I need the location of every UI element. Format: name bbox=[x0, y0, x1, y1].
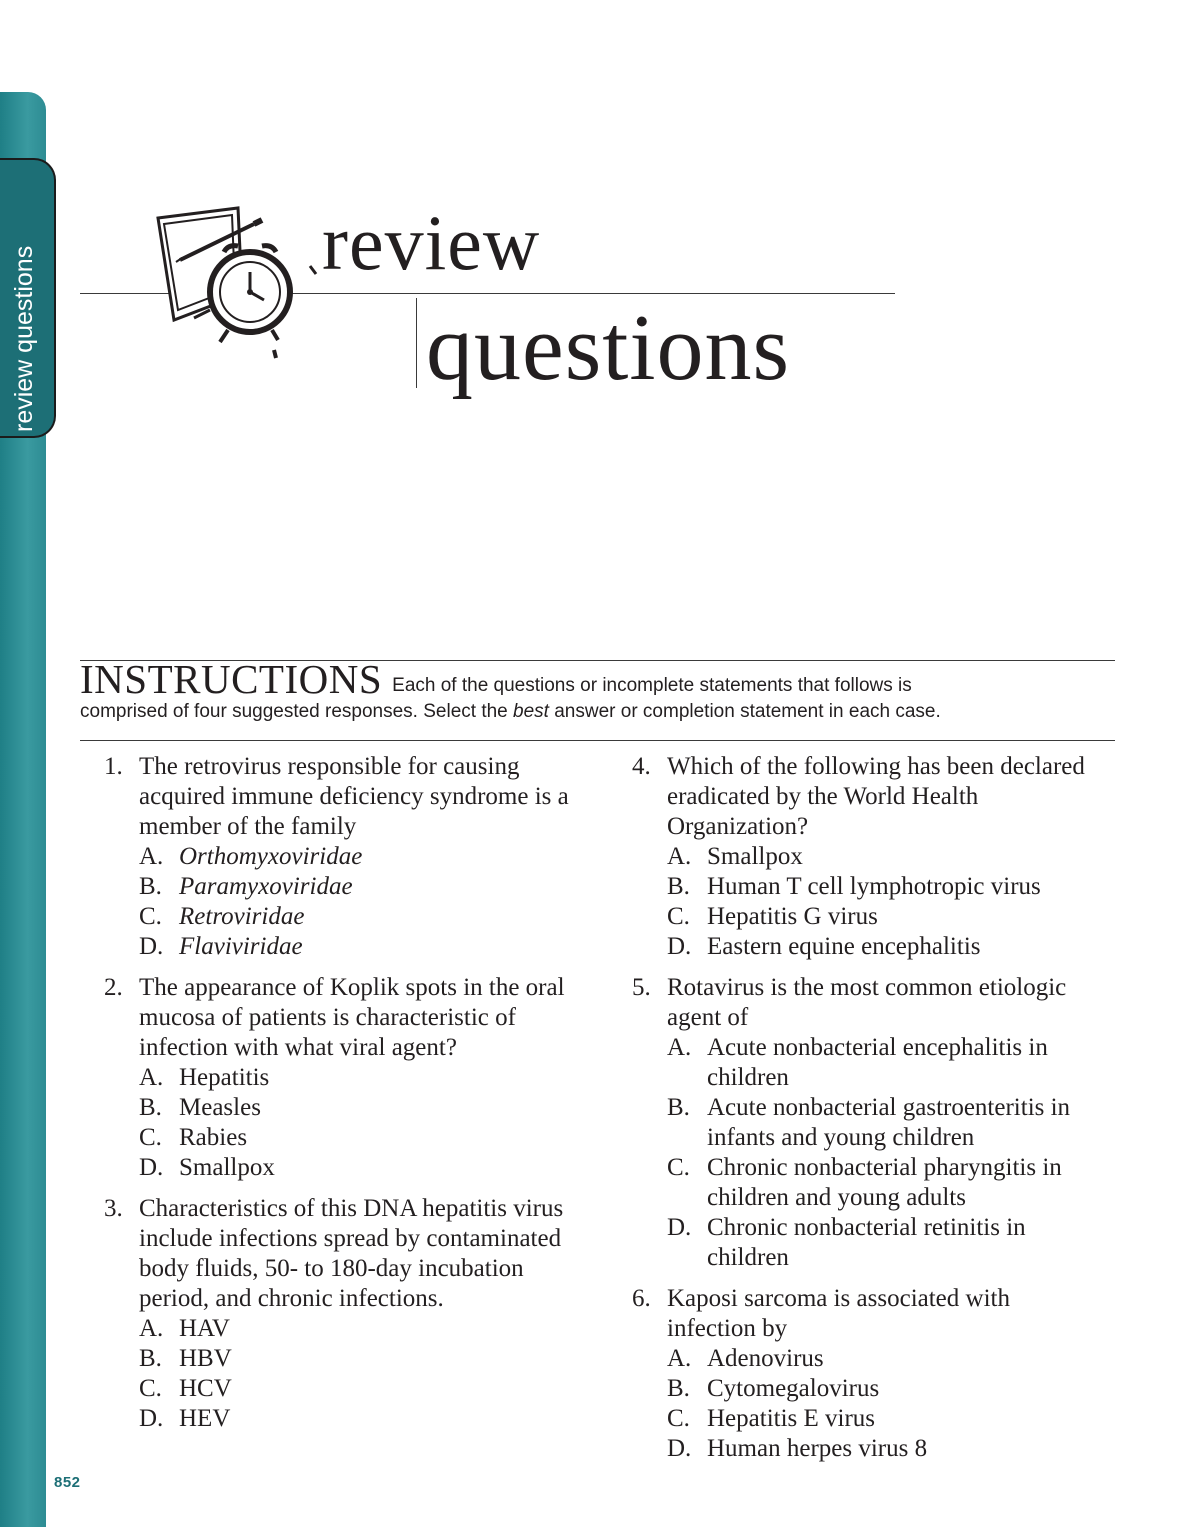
question-text: The appearance of Koplik spots in the oral mucosa of patients is characteristic of infection with what viral agent? bbox=[139, 974, 565, 1061]
question-2 bbox=[104, 973, 594, 1183]
title-review: review bbox=[322, 199, 541, 286]
instructions-heading: INSTRUCTIONS bbox=[80, 656, 383, 702]
option-letter: D. bbox=[667, 1214, 692, 1241]
option-text: Hepatitis G virus bbox=[707, 903, 878, 930]
option-text: HEV bbox=[179, 1405, 231, 1432]
option-c bbox=[139, 1374, 594, 1404]
question-number: 1. bbox=[104, 753, 123, 780]
option-text: Cytomegalovirus bbox=[707, 1375, 880, 1402]
title-questions: questions bbox=[426, 296, 791, 400]
option-letter: C. bbox=[667, 1405, 690, 1432]
instructions-line2-end: answer or completion statement in each case. bbox=[548, 701, 941, 722]
questions-right-column bbox=[632, 752, 1102, 1475]
option-text: Acute nonbacterial encephalitis in children bbox=[707, 1034, 1048, 1091]
instructions-bottom-rule bbox=[80, 740, 1115, 741]
option-text: Measles bbox=[179, 1094, 261, 1121]
question-number: 4. bbox=[632, 753, 651, 780]
option-a bbox=[139, 1314, 594, 1344]
option-c bbox=[667, 902, 1102, 932]
option-text: Chronic nonbacterial pharyngitis in children and young adults bbox=[707, 1154, 1062, 1211]
option-b bbox=[667, 1374, 1102, 1404]
options-list bbox=[104, 1314, 594, 1434]
options-list bbox=[104, 842, 594, 962]
section-tab-label: review questions bbox=[10, 245, 38, 432]
options-list bbox=[632, 1033, 1102, 1273]
option-text: Human T cell lymphotropic virus bbox=[707, 873, 1041, 900]
option-letter: D. bbox=[667, 933, 692, 960]
instructions-line1: Each of the questions or incomplete statements that follows is bbox=[392, 675, 912, 696]
question-3 bbox=[104, 1194, 594, 1434]
instructions-emphasis: best bbox=[513, 701, 549, 722]
option-letter: B. bbox=[667, 1375, 690, 1402]
option-a bbox=[139, 1063, 594, 1093]
option-text: Smallpox bbox=[179, 1154, 275, 1181]
option-b bbox=[667, 1093, 1102, 1153]
option-text: Retroviridae bbox=[179, 903, 305, 930]
option-letter: B. bbox=[139, 1345, 162, 1372]
question-text: The retrovirus responsible for causing acquired immune deficiency syndrome is a member of the family bbox=[139, 753, 569, 840]
option-c bbox=[667, 1404, 1102, 1434]
option-letter: C. bbox=[139, 1375, 162, 1402]
option-text: Adenovirus bbox=[707, 1345, 824, 1372]
header-vertical-rule bbox=[416, 298, 417, 388]
question-number: 6. bbox=[632, 1285, 651, 1312]
option-letter: A. bbox=[667, 843, 692, 870]
option-a bbox=[667, 842, 1102, 872]
option-letter: C. bbox=[667, 1154, 690, 1181]
option-text: HCV bbox=[179, 1375, 232, 1402]
question-text: Which of the following has been declared eradicated by the World Health Organization? bbox=[667, 753, 1085, 840]
option-a bbox=[667, 1344, 1102, 1374]
option-text: Hepatitis E virus bbox=[707, 1405, 876, 1432]
question-number: 5. bbox=[632, 974, 651, 1001]
option-text: Paramyxoviridae bbox=[179, 873, 353, 900]
option-letter: A. bbox=[139, 1064, 164, 1091]
option-text: Chronic nonbacterial retinitis in children bbox=[707, 1214, 1026, 1271]
option-d bbox=[139, 1404, 594, 1434]
questions-left-column bbox=[104, 752, 594, 1445]
question-number: 2. bbox=[104, 974, 123, 1001]
option-a bbox=[667, 1033, 1102, 1093]
question-text: Rotavirus is the most common etiologic agent of bbox=[667, 974, 1067, 1031]
option-a bbox=[139, 842, 594, 872]
option-letter: D. bbox=[667, 1435, 692, 1462]
clipboard-clock-icon bbox=[150, 200, 330, 370]
option-letter: B. bbox=[667, 873, 690, 900]
option-text: Flaviviridae bbox=[179, 933, 303, 960]
option-letter: C. bbox=[667, 903, 690, 930]
question-6 bbox=[632, 1284, 1102, 1464]
option-text: Smallpox bbox=[707, 843, 803, 870]
option-d bbox=[667, 932, 1102, 962]
option-c bbox=[667, 1153, 1102, 1213]
option-b bbox=[139, 1344, 594, 1374]
question-text: Characteristics of this DNA hepatitis virus include infections spread by contaminated body fluids, 50- to 180-day incubation period, and chronic infections. bbox=[139, 1195, 564, 1312]
option-b bbox=[667, 872, 1102, 902]
option-d bbox=[139, 1153, 594, 1183]
option-b bbox=[139, 872, 594, 902]
option-text: Orthomyxoviridae bbox=[179, 843, 363, 870]
option-letter: B. bbox=[139, 1094, 162, 1121]
option-letter: D. bbox=[139, 1405, 164, 1432]
instructions-block bbox=[80, 656, 1120, 727]
option-letter: B. bbox=[667, 1094, 690, 1121]
options-list bbox=[104, 1063, 594, 1183]
option-letter: C. bbox=[139, 1124, 162, 1151]
instructions-line2 bbox=[80, 697, 1120, 727]
option-c bbox=[139, 1123, 594, 1153]
option-text: HBV bbox=[179, 1345, 232, 1372]
question-number: 3. bbox=[104, 1195, 123, 1222]
option-letter: A. bbox=[139, 1315, 164, 1342]
question-4 bbox=[632, 752, 1102, 962]
options-list bbox=[632, 1344, 1102, 1464]
option-d bbox=[667, 1434, 1102, 1464]
option-letter: D. bbox=[139, 933, 164, 960]
option-c bbox=[139, 902, 594, 932]
instructions-line2-start: comprised of four suggested responses. Select the bbox=[80, 701, 514, 722]
option-text: HAV bbox=[179, 1315, 230, 1342]
option-b bbox=[139, 1093, 594, 1123]
option-letter: A. bbox=[667, 1345, 692, 1372]
option-letter: A. bbox=[139, 843, 164, 870]
option-letter: D. bbox=[139, 1154, 164, 1181]
option-letter: B. bbox=[139, 873, 162, 900]
question-text: Kaposi sarcoma is associated with infection by bbox=[667, 1285, 1010, 1342]
option-d bbox=[139, 932, 594, 962]
option-text: Rabies bbox=[179, 1124, 248, 1151]
page-number: 852 bbox=[54, 1474, 81, 1491]
option-text: Acute nonbacterial gastroenteritis in infants and young children bbox=[707, 1094, 1071, 1151]
question-1 bbox=[104, 752, 594, 962]
option-letter: A. bbox=[667, 1034, 692, 1061]
option-text: Eastern equine encephalitis bbox=[707, 933, 981, 960]
options-list bbox=[632, 842, 1102, 962]
option-d bbox=[667, 1213, 1102, 1273]
option-letter: C. bbox=[139, 903, 162, 930]
option-text: Hepatitis bbox=[179, 1064, 270, 1091]
question-5 bbox=[632, 973, 1102, 1273]
option-text: Human herpes virus 8 bbox=[707, 1435, 928, 1462]
